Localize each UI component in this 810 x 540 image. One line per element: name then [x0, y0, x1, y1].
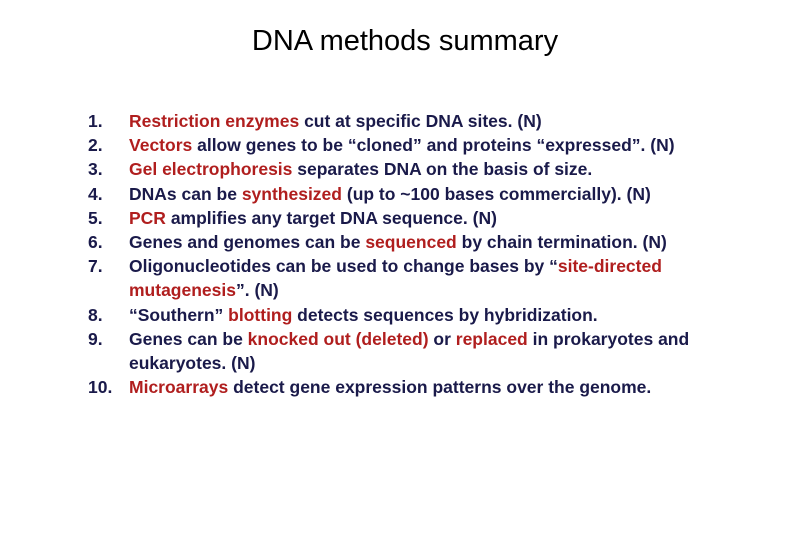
highlighted-term: replaced: [455, 328, 528, 349]
item-text: Genes and genomes can be: [129, 232, 366, 253]
item-text: cut at specific DNA sites.: [299, 111, 518, 131]
highlighted-term: synthesized: [241, 183, 342, 204]
item-text: “Southern”: [129, 304, 229, 325]
list-item: [88, 327, 768, 375]
highlighted-term: knocked out (deleted): [247, 328, 429, 349]
list-item-number: 5.: [88, 207, 103, 228]
list-item-number: 9.: [88, 328, 103, 349]
list-item-number: 7.: [88, 256, 103, 277]
highlighted-term: sequenced: [365, 232, 457, 253]
item-text: detects sequences by hybridization.: [292, 304, 598, 325]
item-text: Genes can be: [129, 328, 248, 349]
list-item: [88, 303, 768, 327]
item-text: (N): [517, 111, 542, 131]
highlighted-term: PCR: [129, 207, 166, 228]
item-text: detect gene expression patterns over the genome.: [228, 377, 652, 398]
list-item: [88, 254, 768, 302]
list-item: [88, 109, 768, 133]
list-item-number: 1.: [88, 111, 103, 131]
list-item-number: 6.: [88, 232, 103, 253]
item-text: ”. (N): [235, 280, 279, 301]
slide-title: DNA methods summary: [251, 25, 559, 57]
list-item-number: 2.: [88, 135, 103, 156]
list-item-number: 10.: [88, 377, 113, 398]
list-item: [88, 375, 768, 399]
list-item: [88, 182, 768, 206]
methods-list: [88, 109, 768, 399]
item-text: amplifies any target DNA sequence. (N): [165, 207, 497, 228]
highlighted-term: site-directed mutagenesis: [129, 256, 662, 301]
list-item: [88, 157, 768, 181]
highlighted-term: blotting: [228, 304, 293, 325]
list-item: [88, 206, 768, 230]
list-item-number: 4.: [88, 183, 103, 204]
item-text: by chain termination. (N): [456, 232, 667, 253]
highlighted-term: Microarrays: [129, 377, 229, 398]
list-item: [88, 230, 768, 254]
highlighted-term: Vectors: [129, 135, 193, 156]
list-item-number: 3.: [88, 159, 103, 180]
item-text: separates DNA on the basis of size.: [292, 159, 593, 180]
list-item: [88, 133, 768, 157]
item-text: in prokaryotes and eukaryotes. (N): [129, 328, 690, 374]
item-text: DNAs can be: [129, 183, 242, 204]
item-text: (up to ~100 bases commercially). (N): [342, 183, 651, 204]
item-text: Oligonucleotides can be used to change bases by “: [129, 256, 558, 277]
highlighted-term: Restriction enzymes: [129, 111, 300, 131]
item-text: or: [428, 328, 456, 349]
list-item-number: 8.: [88, 304, 103, 325]
item-text: allow genes to be “cloned” and proteins “expressed”. (N): [192, 135, 675, 156]
highlighted-term: Gel electrophoresis: [129, 159, 293, 180]
